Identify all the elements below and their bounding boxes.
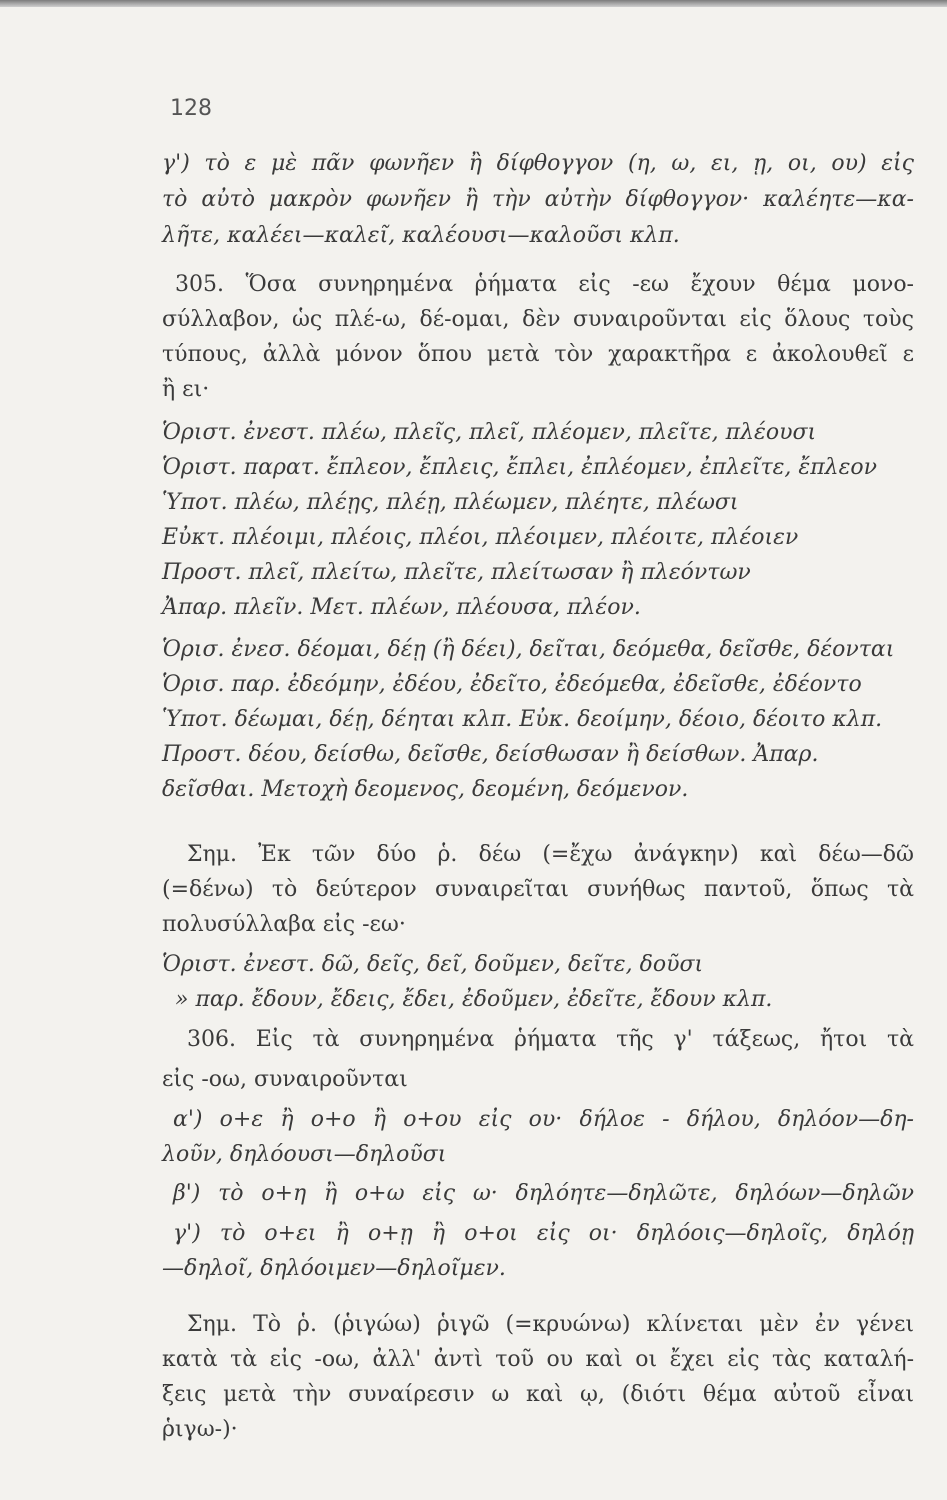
conjugation-line: Προστ. πλεῖ, πλείτω, πλεῖτε, πλείτωσαν ἢ πλεόντων xyxy=(162,560,751,585)
rule-line: λοῦν, δηλόουσι—δηλοῦσι xyxy=(162,1142,447,1167)
conjugation-line: Ὁριστ. ἐνεστ. δῶ, δεῖς, δεῖ, δοῦμεν, δεῖτε, δοῦσι xyxy=(162,952,704,977)
text-line: τὸ αὐτὸ μακρὸν φωνῆεν ἢ τὴν αὐτὴν δίφθογγον· καλέητε—κα- xyxy=(162,187,914,212)
conjugation-line: δεῖσθαι. Μετοχὴ δεομενος, δεομένη, δεόμενον. xyxy=(162,777,689,802)
rule-line: —δηλοῖ, δηλόοιμεν—δηλοῖμεν. xyxy=(162,1256,506,1281)
text-line: τύπους, ἀλλὰ μόνον ὅπου μετὰ τὸν χαρακτῆρα ε ἀκολουθεῖ ε xyxy=(162,342,914,367)
rule-line: α') ο+ε ἢ ο+ο ἢ ο+ου εἰς ου· δήλοε - δήλου, δηλόον—δη- xyxy=(173,1107,914,1132)
conjugation-line: Ὁρισ. ἐνεσ. δέομαι, δέῃ (ἢ δέει), δεῖται, δεόμεθα, δεῖσθε, δέονται xyxy=(162,637,895,662)
text-line: εἰς -οω, συναιροῦνται xyxy=(162,1067,408,1092)
conjugation-line: Εὐκτ. πλέοιμι, πλέοις, πλέοι, πλέοιμεν, πλέοιτε, πλέοιεν xyxy=(162,525,799,550)
note-line: Σημ. Ἐκ τῶν δύο ῥ. δέω (=ἔχω ἀνάγκην) καὶ δέω—δῶ xyxy=(187,842,914,867)
text-line: λῆτε, καλέει—καλεῖ, καλέουσι—καλοῦσι κλπ. xyxy=(162,223,680,248)
conjugation-line: Ὁριστ. παρατ. ἔπλεον, ἔπλεις, ἔπλει, ἐπλέομεν, ἐπλεῖτε, ἔπλεον xyxy=(162,455,878,480)
conjugation-line: Ὑποτ. πλέω, πλέῃς, πλέῃ, πλέωμεν, πλέητε, πλέωσι xyxy=(162,490,739,515)
text-line: γ') τὸ ε μὲ πᾶν φωνῆεν ἢ δίφθογγον (η, ω, ει, ῃ, οι, ου) εἰς xyxy=(162,151,914,176)
section-306-heading: 306. Εἰς τὰ συνηρημένα ῥήματα τῆς γ' τάξεως, ἤτοι τὰ xyxy=(187,1027,914,1052)
conjugation-line: Ὑποτ. δέωμαι, δέῃ, δέηται κλπ. Εὐκ. δεοίμην, δέοιο, δέοιτο κλπ. xyxy=(162,707,883,732)
rule-line: γ') τὸ ο+ει ἢ ο+ῃ ἢ ο+οι εἰς οι· δηλόοις—δηλοῖς, δηλόῃ xyxy=(173,1221,914,1246)
text-line: ἢ ει· xyxy=(162,377,210,402)
text-line: σύλλαβον, ὡς πλέ-ω, δέ-ομαι, δὲν συναιροῦνται εἰς ὅλους τοὺς xyxy=(162,307,914,332)
conjugation-line: Ἀπαρ. πλεῖν. Μετ. πλέων, πλέουσα, πλέον. xyxy=(162,595,641,620)
rule-line: β') τὸ ο+η ἢ ο+ω εἰς ω· δηλόητε—δηλῶτε, δηλόων—δηλῶν xyxy=(173,1181,914,1206)
page-number: 128 xyxy=(170,96,212,121)
section-305-heading: 305. Ὅσα συνηρημένα ῥήματα εἰς -εω ἔχουν θέμα μονο- xyxy=(175,272,914,297)
note-line: ῥιγω-)· xyxy=(162,1417,238,1442)
conjugation-line: Ὁρισ. παρ. ἐδεόμην, ἐδέου, ἐδεῖτο, ἐδεόμεθα, ἐδεῖσθε, ἐδέοντο xyxy=(162,672,862,697)
note-line: (=δένω) τὸ δεύτερον συναιρεῖται συνήθως παντοῦ, ὅπως τὰ xyxy=(162,877,914,902)
note-line: κατὰ τὰ εἰς -οω, ἀλλ' ἀντὶ τοῦ ου καὶ οι ἔχει εἰς τὰς καταλή- xyxy=(162,1347,914,1372)
conjugation-line: Ὁριστ. ἐνεστ. πλέω, πλεῖς, πλεῖ, πλέομεν, πλεῖτε, πλέουσι xyxy=(162,420,817,445)
note-line: Σημ. Τὸ ῥ. (ῥιγώω) ῥιγῶ (=κρυώνω) κλίνεται μὲν ἐν γένει xyxy=(187,1312,914,1337)
conjugation-line: Προστ. δέου, δείσθω, δεῖσθε, δείσθωσαν ἢ δείσθων. Ἀπαρ. xyxy=(162,742,819,767)
conjugation-line: » παρ. ἔδουν, ἔδεις, ἔδει, ἐδοῦμεν, ἐδεῖτε, ἔδουν κλπ. xyxy=(175,987,773,1012)
note-line: πολυσύλλαβα εἰς -εω· xyxy=(162,912,406,937)
note-line: ξεις μετὰ τὴν συναίρεσιν ω καὶ ῳ, (διότι θέμα αὐτοῦ εἶναι xyxy=(162,1382,914,1407)
